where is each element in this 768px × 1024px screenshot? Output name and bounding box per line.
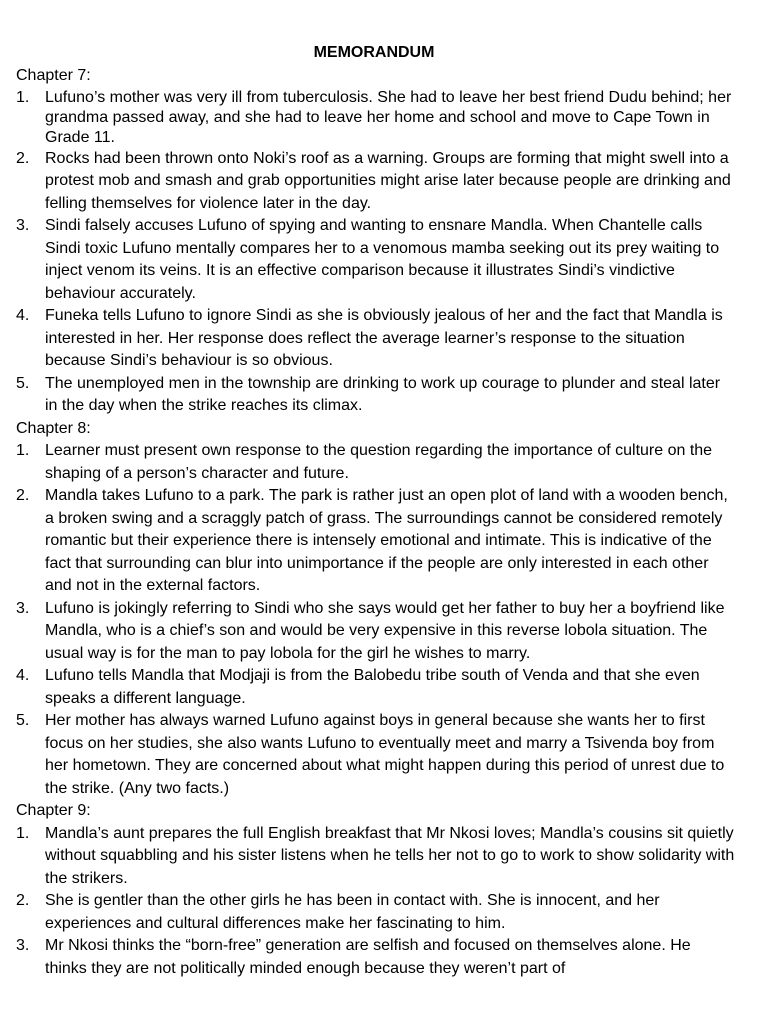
list-item <box>16 935 736 980</box>
item-number: 1. <box>16 88 30 106</box>
list-item <box>16 373 736 418</box>
list-item <box>16 88 736 148</box>
item-number: 2. <box>16 149 30 167</box>
document-title: MEMORANDUM <box>313 44 435 61</box>
item-text: Mandla’s aunt prepares the full English breakfast that Mr Nkosi loves; Mandla’s cousins sit quietly without squabbling and his sister listens when he tells her not to go to work to show solidarity with the strikers. <box>45 824 735 887</box>
chapter-heading: Chapter 8: <box>16 419 91 437</box>
list-item <box>16 148 736 216</box>
chapter-9-list <box>16 823 736 981</box>
list-item <box>16 710 736 800</box>
item-number: 4. <box>16 667 30 684</box>
item-text: She is gentler than the other girls he has been in contact with. She is innocent, and her experiences and cultural differences make her fascinating to him. <box>45 892 660 932</box>
list-item <box>16 890 736 935</box>
item-number: 4. <box>16 307 30 324</box>
item-number: 2. <box>16 892 30 909</box>
item-number: 3. <box>16 217 30 234</box>
item-number: 3. <box>16 937 30 954</box>
chapter-heading: Chapter 9: <box>16 802 91 819</box>
item-number: 1. <box>16 824 30 842</box>
item-text: Sindi falsely accuses Lufuno of spying and wanting to ensnare Mandla. When Chantelle calls Sindi toxic Lufuno mentally compares her to a venomous mamba seeking out its prey waiting to inject venom its veins. It is an effective comparison because it illustrates Sindi’s vindictive behaviour accurately. <box>45 217 720 302</box>
item-number: 5. <box>16 712 30 729</box>
item-text: Lufuno tells Mandla that Modjaji is from the Balobedu tribe south of Venda and that she even speaks a different language. <box>45 667 700 707</box>
list-item <box>16 665 736 710</box>
item-text: Learner must present own response to the question regarding the importance of culture on the shaping of a person’s character and future. <box>45 442 713 482</box>
item-text: Lufuno’s mother was very ill from tuberculosis. She had to leave her best friend Dudu behind; her grandma passed away, and she had to leave her home and school and move to Cape Town in Grade 11. <box>45 88 732 146</box>
chapter-7-list <box>16 88 736 418</box>
item-text: Mr Nkosi thinks the “born-free” generation are selfish and focused on themselves alone. He thinks they are not politically minded enough because they weren’t part of <box>45 937 691 977</box>
item-number: 2. <box>16 487 30 504</box>
document-body <box>16 65 736 980</box>
chapter-heading: Chapter 7: <box>16 67 91 84</box>
item-text: Her mother has always warned Lufuno against boys in general because she wants her to first focus on her studies, she also wants Lufuno to eventually meet and marry a Tsivenda boy from her hometown. They are concerned about what might happen during this period of unrest due to the strike. (Any two facts.) <box>45 712 725 797</box>
item-number: 5. <box>16 374 30 392</box>
list-item <box>16 823 736 891</box>
list-item <box>16 485 736 598</box>
item-text: Rocks had been thrown onto Noki’s roof as a warning. Groups are forming that might swell into a protest mob and smash and grab opportunities might arise later because people are drinking and felling themselves for violence later in the day. <box>45 149 731 212</box>
item-number: 1. <box>16 442 30 459</box>
item-text: Lufuno is jokingly referring to Sindi who she says would get her father to buy her a boyfriend like Mandla, who is a chief’s son and would be very expensive in this reverse lobola situation. The usual way is for the man to pay lobola for the girl he wishes to marry. <box>45 599 725 662</box>
item-number: 3. <box>16 599 30 617</box>
list-item <box>16 598 736 666</box>
list-item <box>16 215 736 305</box>
item-text: Mandla takes Lufuno to a park. The park is rather just an open plot of land with a wooden bench, a broken swing and a scraggly patch of grass. The surroundings cannot be considered remotely romantic but their experience there is intensely emotional and intimate. This is indicative of the fact that surrounding can blur into unimportance if the people are only interested in each other and not in the external factors. <box>45 487 728 594</box>
item-text: The unemployed men in the township are drinking to work up courage to plunder and steal later in the day when the strike reaches its climax. <box>45 374 721 414</box>
list-item <box>16 305 736 373</box>
item-text: Funeka tells Lufuno to ignore Sindi as she is obviously jealous of her and the fact that Mandla is interested in her. Her response does reflect the average learner’s response to the situation because Sindi’s behaviour is so obvious. <box>45 307 723 369</box>
list-item <box>16 440 736 485</box>
chapter-8-list <box>16 440 736 800</box>
